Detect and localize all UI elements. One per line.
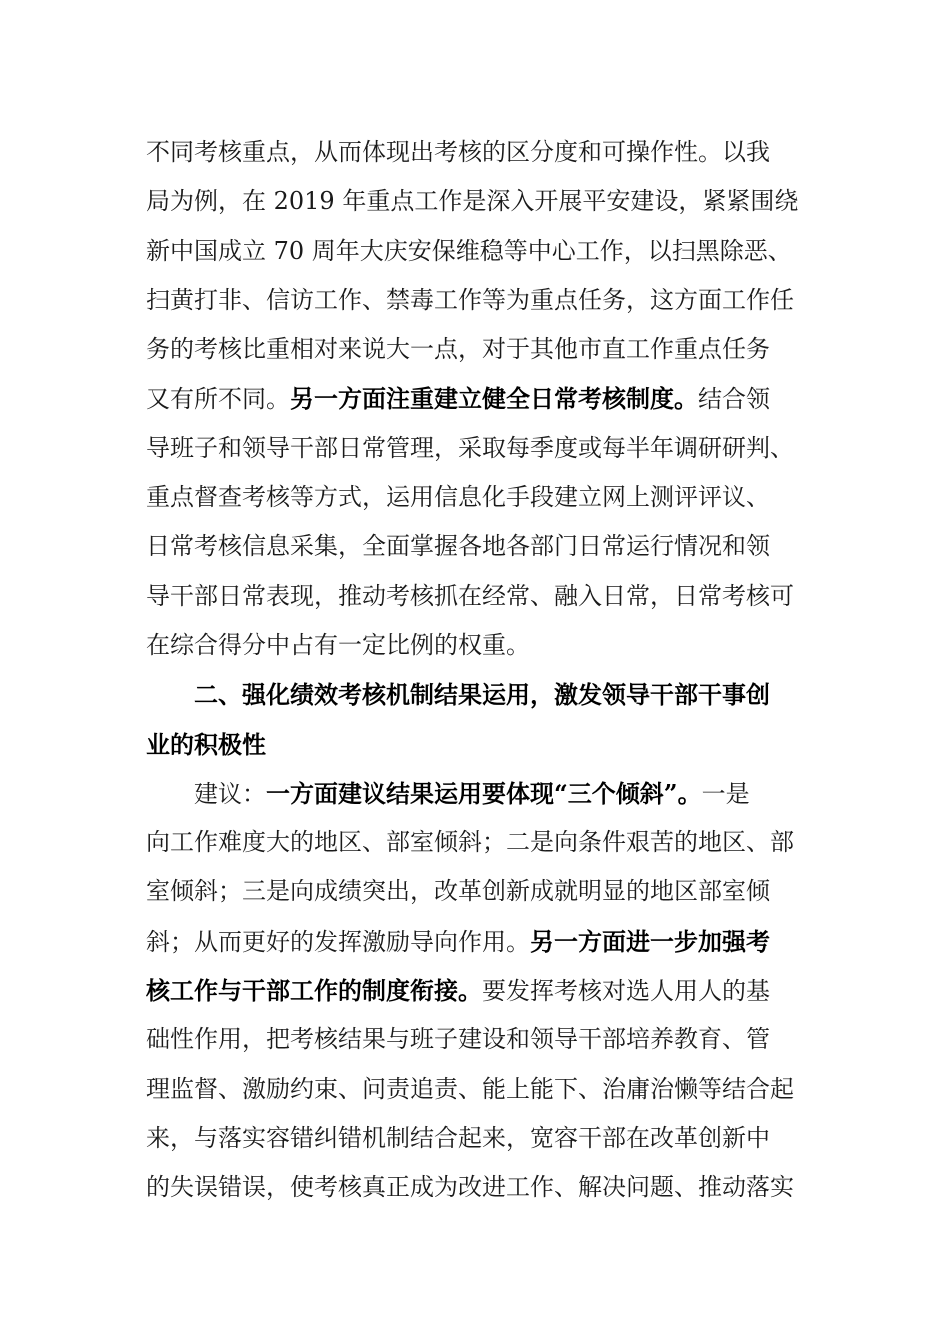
text-segment: 新中国成立 70 周年大庆安保维稳等中心工作，以扫黑除恶、	[146, 236, 792, 265]
text-segment: 导干部日常表现，推动考核抓在经常、融入日常，日常考核可	[146, 581, 794, 610]
paragraph-line	[146, 572, 826, 621]
paragraph-line	[146, 917, 826, 966]
text-segment: 在综合得分中占有一定比例的权重。	[146, 630, 530, 659]
text-segment: 的失误错误，使考核真正成为改进工作、解决问题、推动落实	[146, 1173, 794, 1202]
text-segment: 建议：	[194, 779, 266, 808]
text-segment: 要发挥考核对选人用人的基	[482, 977, 770, 1006]
paragraph-line	[146, 374, 826, 423]
paragraph-line	[146, 818, 826, 867]
paragraph-line	[146, 227, 826, 276]
text-segment: 重点督查考核等方式，运用信息化手段建立网上测评评议、	[146, 483, 770, 512]
document-body	[146, 128, 826, 1213]
bold-text-segment: 业的积极性	[146, 729, 266, 759]
paragraph-line	[146, 128, 826, 177]
paragraph-line	[146, 769, 826, 818]
bold-text-segment: 另一方面注重建立健全日常考核制度。	[290, 384, 698, 414]
text-segment: 室倾斜；三是向成绩突出，改革创新成就明显的地区部室倾	[146, 877, 770, 906]
paragraph-line	[146, 424, 826, 473]
paragraph-line	[146, 473, 826, 522]
text-segment: 向工作难度大的地区、部室倾斜；二是向条件艰苦的地区、部	[146, 828, 794, 857]
text-segment: 日常考核信息采集，全面掌握各地各部门日常运行情况和领	[146, 532, 770, 561]
paragraph-line	[146, 1163, 826, 1212]
bold-text-segment: 另一方面进一步加强考	[530, 926, 770, 956]
text-segment: 来，与落实容错纠错机制结合起来，宽容干部在改革创新中	[146, 1123, 770, 1152]
text-segment: 础性作用，把考核结果与班子建设和领导干部培养教育、管	[146, 1025, 770, 1054]
text-segment: 扫黄打非、信访工作、禁毒工作等为重点任务，这方面工作任	[146, 285, 794, 314]
text-segment: 务的考核比重相对来说大一点，对于其他市直工作重点任务	[146, 335, 770, 364]
text-segment: 不同考核重点，从而体现出考核的区分度和可操作性。以我	[146, 138, 770, 166]
section-heading-line	[146, 720, 826, 769]
paragraph-line	[146, 276, 826, 325]
text-segment: 局为例，在 2019 年重点工作是深入开展平安建设，紧紧围绕	[146, 187, 799, 216]
paragraph-line	[146, 867, 826, 916]
bold-text-segment: 一方面建议结果运用要体现“三个倾斜”。	[266, 778, 702, 808]
text-segment: 导班子和领导干部日常管理，采取每季度或每半年调研研判、	[146, 433, 794, 462]
paragraph-line	[146, 522, 826, 571]
paragraph-line	[146, 1114, 826, 1163]
text-segment: 理监督、激励约束、问责追责、能上能下、治庸治懒等结合起	[146, 1074, 794, 1103]
paragraph-line	[146, 621, 826, 670]
text-segment: 斜；从而更好的发挥激励导向作用。	[146, 927, 530, 956]
bold-text-segment: 核工作与干部工作的制度衔接。	[146, 976, 482, 1006]
text-segment: 结合领	[698, 385, 770, 414]
text-segment: 又有所不同。	[146, 385, 290, 414]
section-heading-line	[146, 670, 826, 719]
paragraph-line	[146, 966, 826, 1015]
paragraph-line	[146, 325, 826, 374]
bold-text-segment: 二、强化绩效考核机制结果运用，激发领导干部干事创	[194, 680, 770, 710]
text-segment: 一是	[701, 779, 750, 808]
paragraph-line	[146, 1015, 826, 1064]
paragraph-line	[146, 1065, 826, 1114]
paragraph-line	[146, 177, 826, 226]
